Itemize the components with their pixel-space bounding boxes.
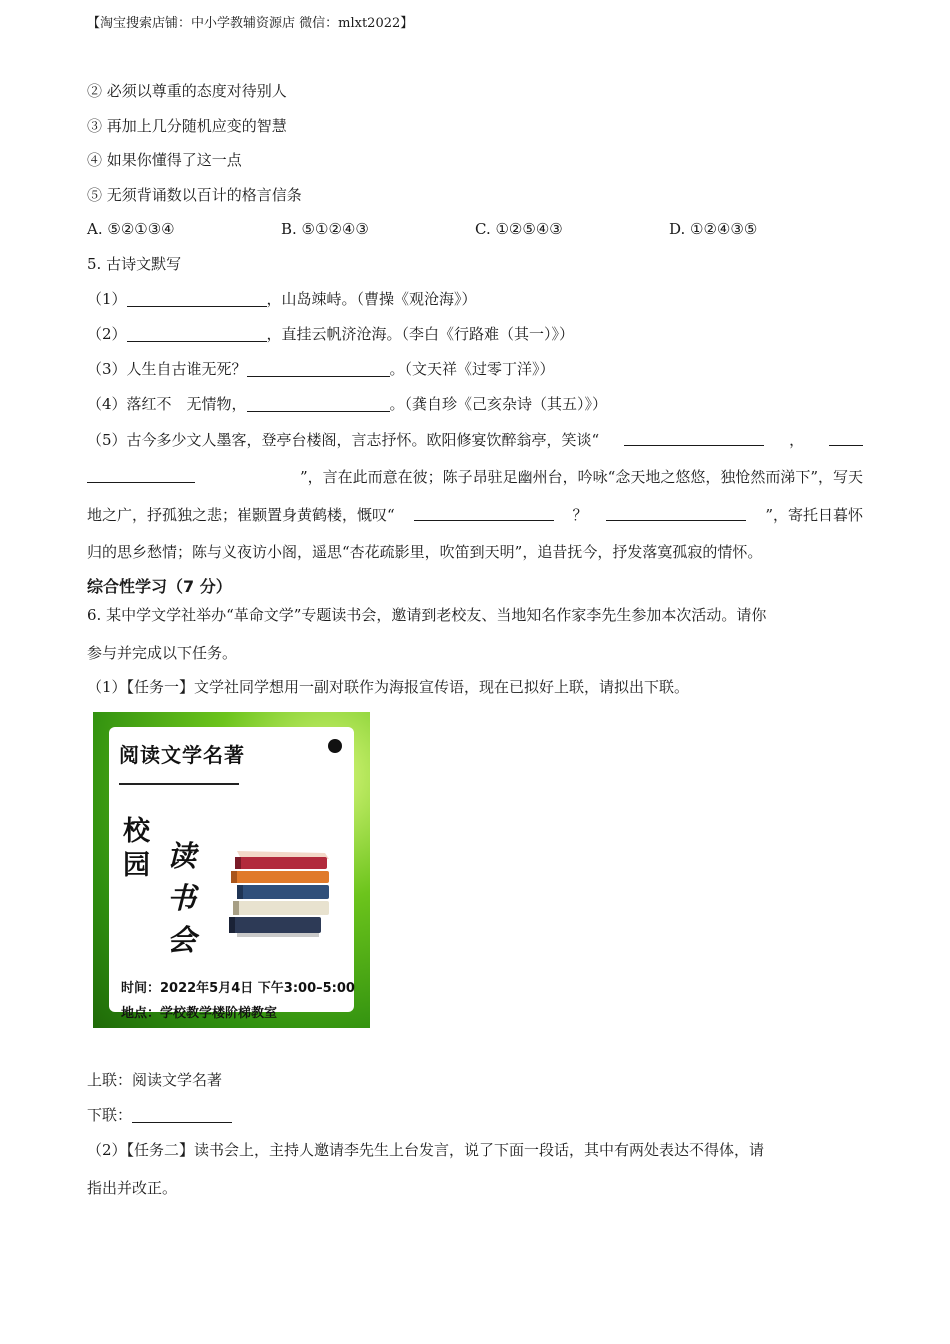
answer-blank [132,1107,232,1123]
answer-blank [127,291,267,307]
option-c: C. ①②⑤④③ [475,220,563,238]
dot-icon [328,739,342,753]
answer-blank [606,505,746,521]
option-a: A. ⑤②①③④ [87,220,175,238]
q5-line-3-pre: （3）人生自古谁无死？ [87,360,247,378]
page-header: 【淘宝搜索店铺：中小学教辅资源店 微信：mlxt2022】 [87,16,414,31]
poster-char: 会 [167,923,197,957]
q5-p5-b: ， [789,431,805,449]
question-5-title: 5. 古诗文默写 [87,255,182,273]
poster-place: 地点：学校教学楼阶梯教室 [121,1006,278,1021]
q5-paragraph-line [87,430,863,450]
reading-club-poster [93,712,370,1028]
q5-p5-d2: ？ [572,506,588,524]
q5-paragraph-line [87,505,863,525]
q5-line-1 [87,289,477,309]
poster-char: 校 [123,816,150,847]
option-d: D. ①②④③⑤ [669,220,758,238]
q5-p5-a: （5）古今多少文人墨客，登亭台楼阁，言志抒怀。欧阳修宴饮醉翁亭，笑谈“ [87,431,600,449]
poster-divider [119,783,239,785]
q5-p5-d3: ”，寄托日暮怀 [765,506,863,524]
q6-task-2-cont: 指出并改正。 [87,1179,178,1197]
q5-p5-d1: 地之广，抒孤独之悲；崔颢置身黄鹤楼，慨叹“ [87,506,395,524]
q6-intro-line: 6. 某中学文学社举办“革命文学”专题读书会，邀请到老校友、当地知名作家李先生参加本次活动。请你 [87,606,767,624]
q5-line-4 [87,394,607,414]
list-item: ③ 再加上几分随机应变的智慧 [87,117,287,135]
q5-line-4-pre: （4）落红不 无情物， [87,395,247,413]
option-b: B. ⑤①②④③ [281,220,369,238]
q6-task-1: （1）【任务一】文学社同学想用一副对联作为海报宣传语，现在已拟好上联，请拟出下联。 [87,678,690,696]
answer-blank [127,326,267,342]
poster-vertical-text-1 [123,815,150,883]
answer-blank [414,505,554,521]
answer-blank [87,467,195,483]
poster-card [109,727,355,1021]
answer-blank [624,430,764,446]
answer-blank [247,396,390,412]
poster-vertical-text-2 [167,835,196,961]
lower-couplet [87,1105,232,1125]
q5-line-3-post: 。（文天祥《过零丁洋》） [389,360,555,378]
q5-paragraph-line [87,467,863,487]
poster-char: 读 [167,839,197,873]
list-item: ④ 如果你懂得了这一点 [87,151,242,169]
q5-paragraph-line: 归的思乡愁情；陈与义夜访小阁，遥思“杏花疏影里，吹笛到天明”，追昔抚今，抒发落寞孤寂的情怀。 [87,543,763,561]
q5-p5-c: ”，言在此而意在彼；陈子昂驻足幽州台，吟咏“念天地之悠悠，独怆然而涕下”，写天 [299,468,863,486]
book-stack-icon [229,847,337,943]
list-item: ⑤ 无须背诵数以百计的格言信条 [87,186,302,204]
q5-line-1-post: ，山岛竦峙。（曹操《观沧海》） [266,290,477,308]
poster-char: 园 [123,850,150,881]
answer-blank [829,430,863,446]
section-title: 综合性学习（7 分） [87,577,232,596]
answer-blank [247,361,390,377]
q5-line-4-post: 。（龚自珍《己亥杂诗（其五）》） [389,395,608,413]
poster-title: 阅读文学名著 [119,743,245,767]
lower-couplet-label: 下联： [87,1106,133,1124]
q5-line-3 [87,359,555,379]
list-item: ② 必须以尊重的态度对待别人 [87,82,287,100]
q5-line-1-pre: （1） [87,290,127,308]
poster-time: 时间：2022年5月4日 下午3:00–5:00 [121,981,355,996]
q5-line-2-post: ，直挂云帆济沧海。（李白《行路难（其一）》） [266,325,575,343]
q6-task-2: （2）【任务二】读书会上，主持人邀请李先生上台发言，说了下面一段话，其中有两处表达不得体，请 [87,1141,765,1159]
upper-couplet: 上联：阅读文学名著 [87,1071,223,1089]
poster-char: 书 [167,881,197,915]
q5-line-2-pre: （2） [87,325,127,343]
q5-line-2 [87,324,574,344]
q6-intro-line: 参与并完成以下任务。 [87,644,238,662]
